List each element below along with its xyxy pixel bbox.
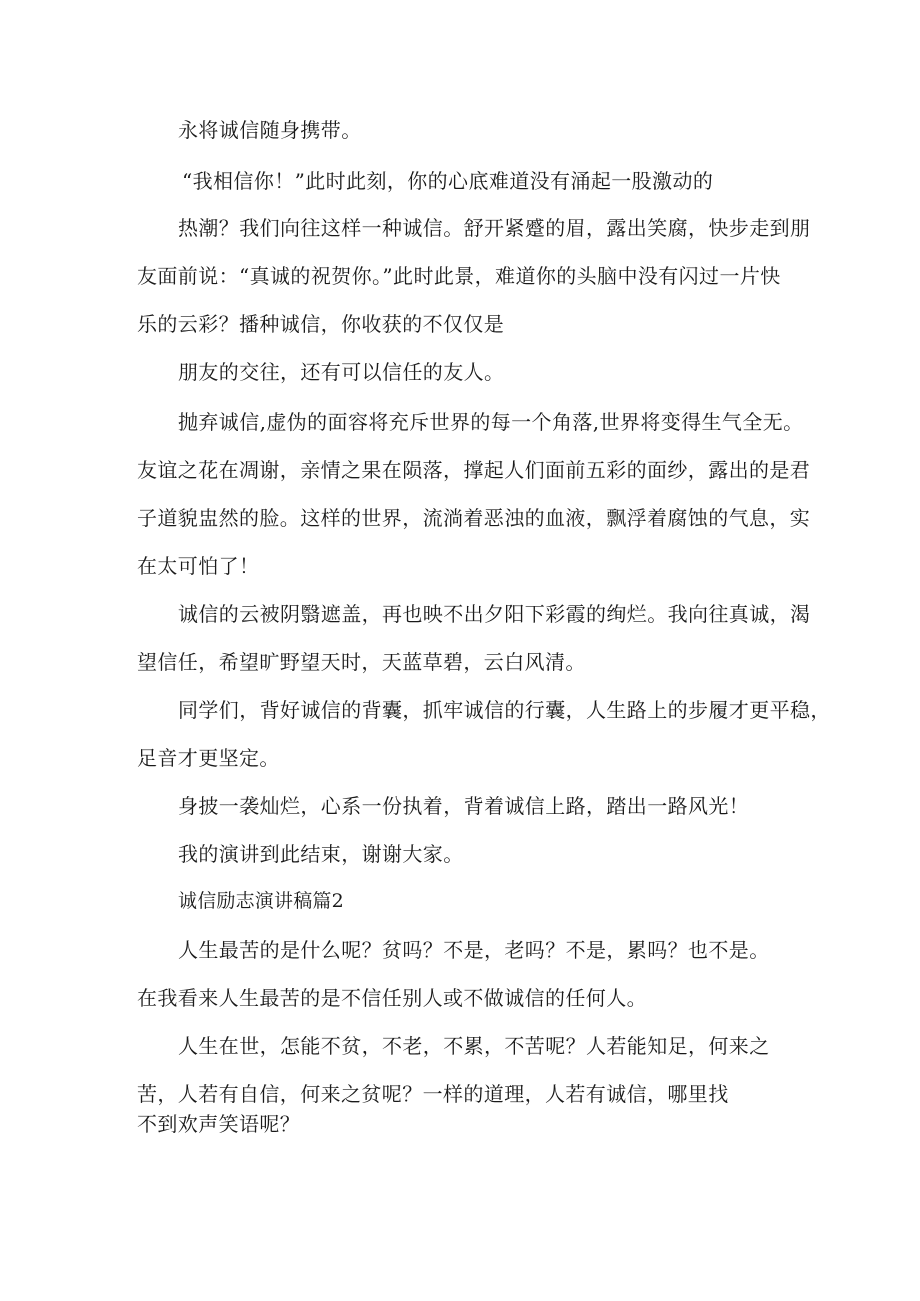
text-line: 子道貌盅然的脸。这样的世界，流淌着恶浊的血液，飘浮着腐蚀的气息，实 xyxy=(137,506,811,530)
text-line: 足音才更坚定。 xyxy=(137,746,280,770)
text-line: 同学们，背好诚信的背囊，抓牢诚信的行囊，人生路上的步履才更平稳， xyxy=(178,698,831,722)
text-line: 在太可怕了！ xyxy=(137,554,260,578)
text-line: 苦，人若有自信，何来之贫呢？一样的道理，人若有诚信，哪里找 xyxy=(137,1082,729,1106)
text-line: 乐的云彩？播种诚信，你收获的不仅仅是 xyxy=(137,312,505,336)
text-line: 不到欢声笑语呢？ xyxy=(137,1112,301,1136)
text-line: 热潮？我们向往这样一种诚信。舒开紧蹙的眉，露出笑腐，快步走到朋 xyxy=(178,216,811,240)
text-line: 望信任，希望旷野望天时，天蓝草碧，云白风清。 xyxy=(137,650,586,674)
text-line: 永将诚信随身携带。 xyxy=(178,118,362,142)
text-line: 我的演讲到此结束，谢谢大家。 xyxy=(178,842,464,866)
text-line: 抛弃诚信,虚伪的面容将充斥世界的每一个角落,世界将变得生气全无。 xyxy=(178,410,804,434)
text-line: 在我看来人生最苦的是不信任别人或不做诚信的任何人。 xyxy=(137,986,647,1010)
text-line: 朋友的交往，还有可以信任的友人。 xyxy=(178,360,505,384)
text-line: 人生在世，怎能不贫，不老，不累，不苦呢？人若能知足，何来之 xyxy=(178,1034,770,1058)
text-line: 诚信的云被阴翳遮盖，再也映不出夕阳下彩霞的绚烂。我向往真诚，渴 xyxy=(178,602,811,626)
text-line: 人生最苦的是什么呢？贫吗？不是，老吗？不是，累吗？也不是。 xyxy=(178,938,770,962)
text-line: 友谊之花在凋谢，亲情之果在陨落，撑起人们面前五彩的面纱，露出的是君 xyxy=(137,458,811,482)
text-line: 身披一袭灿烂，心系一份执着，背着诚信上路，踏出一路风光！ xyxy=(178,794,750,818)
text-line: “我相信你！”此时此刻，你的心底难道没有涌起一股激动的 xyxy=(182,169,714,193)
text-line: 友面前说：“真诚的祝贺你。”此时此景，难道你的头脑中没有闪过一片快 xyxy=(137,264,781,288)
section-heading: 诚信励志演讲稿篇2 xyxy=(178,890,344,912)
